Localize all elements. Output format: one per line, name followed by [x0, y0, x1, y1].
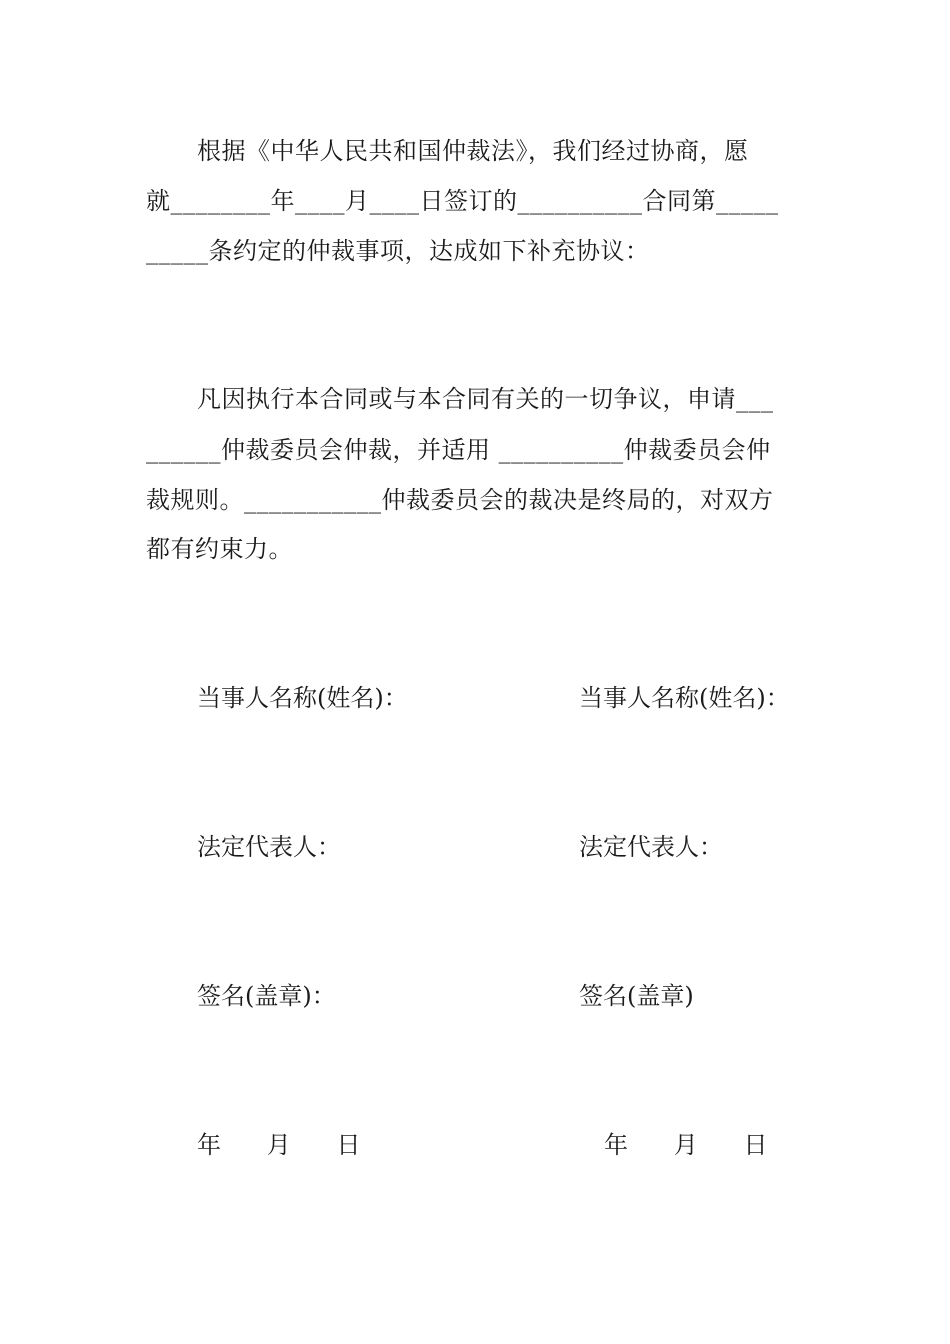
- legal-representative-label-left: 法定代表人：: [197, 833, 341, 861]
- paragraph-line: 根据《中华人民共和国仲裁法》，我们经过协商，愿: [197, 137, 749, 165]
- paragraph-line: 都有约束力。: [146, 535, 293, 563]
- paragraph-line: 裁规则。___________仲裁委员会的裁决是终局的，对双方: [146, 486, 774, 514]
- signature-seal-label-left: 签名(盖章)：: [197, 982, 336, 1010]
- date-label-right: 年 月 日: [604, 1131, 768, 1159]
- party-name-label-left: 当事人名称(姓名)：: [197, 684, 408, 712]
- paragraph-line: ______仲裁委员会仲裁，并适用 __________仲裁委员会仲: [146, 436, 771, 464]
- legal-representative-label-right: 法定代表人：: [579, 833, 723, 861]
- paragraph-line: 凡因执行本合同或与本合同有关的一切争议，申请___: [197, 385, 774, 413]
- signature-seal-label-right: 签名(盖章): [579, 982, 694, 1010]
- paragraph-line: 就________年____月____日签订的__________合同第_____: [146, 187, 779, 215]
- party-name-label-right: 当事人名称(姓名)：: [579, 684, 790, 712]
- paragraph-line: _____条约定的仲裁事项，达成如下补充协议：: [146, 237, 650, 265]
- date-label-left: 年 月 日: [197, 1131, 361, 1159]
